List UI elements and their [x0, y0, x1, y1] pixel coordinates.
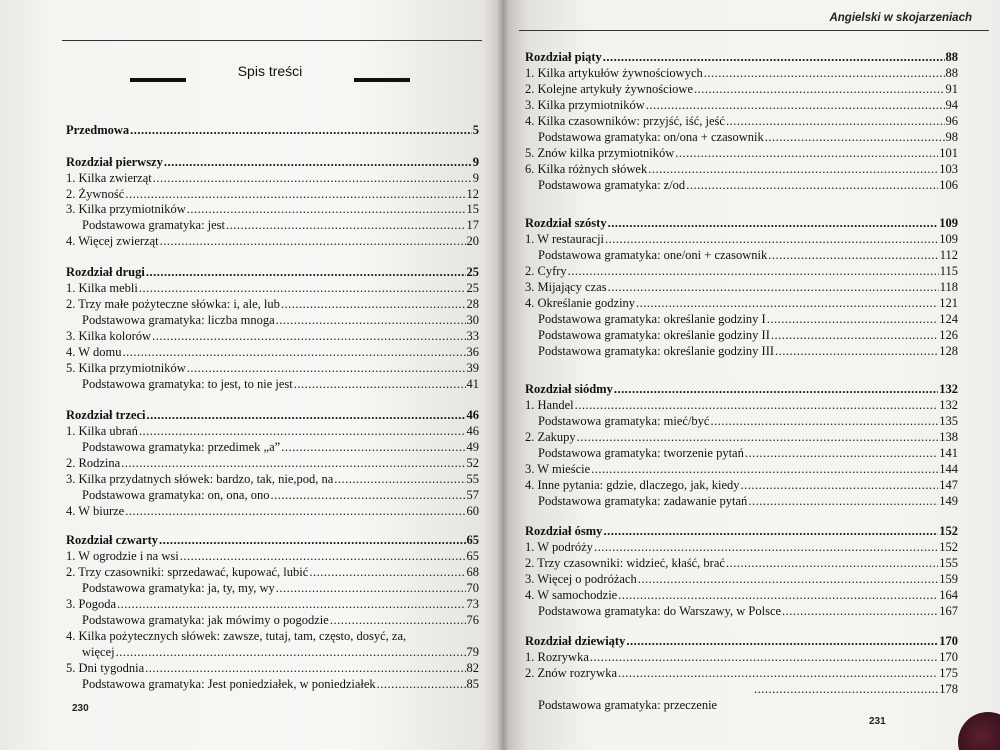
dot-leader [276, 312, 466, 328]
entry-title: Podstawowa gramatyka: to jest, to nie jest [82, 377, 293, 391]
dot-leader [608, 215, 939, 231]
right-toc-entry [525, 65, 958, 81]
left-toc-entry [66, 328, 479, 344]
dot-leader [577, 429, 939, 445]
entry-title: 5. Dni tygodnia [66, 661, 145, 675]
entry-page-number: 73 [466, 597, 479, 611]
right-toc-entry [525, 49, 958, 65]
right-toc-entry [753, 681, 958, 697]
left-toc-entry [66, 628, 479, 644]
fingernail [958, 712, 1000, 750]
dot-leader [377, 676, 466, 692]
entry-page-number: 170 [939, 650, 958, 664]
dot-leader [125, 186, 465, 202]
dot-leader [726, 113, 945, 129]
entry-page-number: 132 [939, 398, 958, 412]
right-toc-entry [525, 477, 958, 493]
right-page-number: 231 [869, 716, 886, 727]
entry-title: 2. Rodzina [66, 456, 121, 470]
entry-page-number: 91 [945, 82, 958, 96]
entry-title: Podstawowa gramatyka: z/od [538, 178, 686, 192]
entry-title: 2. Zakupy [525, 430, 576, 444]
right-toc-entry [525, 81, 958, 97]
right-toc-entry [525, 633, 958, 649]
entry-page-number: 101 [939, 146, 958, 160]
dot-leader [638, 571, 939, 587]
entry-page-number: 5 [472, 123, 479, 137]
dot-leader [180, 548, 466, 564]
entry-title: Rozdział pierwszy [66, 155, 163, 169]
entry-page-number: 155 [939, 556, 958, 570]
dot-leader [152, 328, 465, 344]
right-toc-entry [525, 231, 958, 247]
dot-leader [603, 49, 945, 65]
entry-title: Podstawowa gramatyka: określanie godziny II [538, 328, 770, 342]
entry-title: Podstawowa gramatyka: zadawanie pytań [538, 494, 748, 508]
left-toc-entry [66, 596, 479, 612]
entry-title: Podstawowa gramatyka: przeczenie [538, 698, 718, 712]
entry-page-number: 175 [939, 666, 958, 680]
entry-page-number: 68 [466, 565, 479, 579]
entry-title: 4. Kilka czasowników: przyjść, iść, jeść [525, 114, 725, 128]
left-page-number: 230 [72, 703, 89, 714]
dot-leader [121, 455, 465, 471]
entry-page-number: 15 [466, 202, 479, 216]
entry-title: 4. Określanie godziny [525, 296, 636, 310]
dot-leader [153, 170, 472, 186]
left-toc-entry [66, 660, 479, 676]
dot-leader [187, 360, 466, 376]
entry-title: 1. Rozrywka [525, 650, 589, 664]
entry-page-number: 41 [466, 377, 479, 391]
entry-page-number: 144 [939, 462, 958, 476]
entry-title: Rozdział dziewiąty [525, 634, 626, 648]
left-toc-entry [82, 312, 479, 328]
entry-title: Podstawowa gramatyka: tworzenie pytań [538, 446, 744, 460]
entry-title: 1. W ogrodzie i na wsi [66, 549, 179, 563]
entry-page-number: 39 [466, 361, 479, 375]
entry-page-number: 20 [466, 234, 479, 248]
entry-page-number: 79 [466, 645, 479, 659]
dot-leader [270, 487, 465, 503]
right-toc-entry [538, 603, 958, 619]
dot-leader [694, 81, 944, 97]
entry-page-number: 28 [466, 297, 479, 311]
right-toc-entry [538, 129, 958, 145]
dot-leader [626, 633, 938, 649]
entry-title: 4. W samochodzie [525, 588, 618, 602]
entry-page-number: 109 [939, 232, 958, 246]
entry-title: 3. Więcej o podróżach [525, 572, 637, 586]
right-toc-entry [538, 327, 958, 343]
right-toc-entry [538, 413, 958, 429]
dot-leader [646, 97, 945, 113]
right-toc-entry [538, 493, 958, 509]
left-toc-entry [66, 455, 479, 471]
left-toc-entry [82, 612, 479, 628]
entry-title: Rozdział czwarty [66, 533, 158, 547]
right-toc-entry [525, 429, 958, 445]
left-toc-entry [66, 532, 479, 548]
entry-title: 4. Inne pytania: gdzie, dlaczego, jak, kiedy [525, 478, 740, 492]
dot-leader [782, 603, 938, 619]
dot-leader [122, 344, 465, 360]
entry-page-number: 9 [472, 171, 479, 185]
entry-page-number: 46 [466, 424, 479, 438]
left-toc-entry [82, 580, 479, 596]
dot-leader [187, 201, 466, 217]
entry-page-number: 103 [939, 162, 958, 176]
entry-page-number: 164 [939, 588, 958, 602]
left-toc-entry [66, 264, 479, 280]
dot-leader [116, 644, 466, 660]
entry-page-number: 115 [939, 264, 958, 278]
entry-title: Podstawowa gramatyka: przedimek „a” [82, 440, 281, 454]
entry-title: 2. Żywność [66, 187, 125, 201]
entry-page-number: 152 [939, 524, 958, 538]
dot-leader [281, 439, 465, 455]
entry-page-number: 118 [939, 280, 958, 294]
right-toc-entry [525, 381, 958, 397]
right-page [503, 0, 1000, 750]
dot-leader [614, 381, 938, 397]
right-toc-entry [525, 295, 958, 311]
dot-leader [594, 539, 938, 555]
header-rule [62, 40, 482, 41]
dot-leader [768, 247, 938, 263]
dot-leader [704, 65, 945, 81]
right-toc-entry [525, 587, 958, 603]
right-toc-entry [525, 539, 958, 555]
right-toc-entry [525, 461, 958, 477]
entry-title: 4. W biurze [66, 504, 125, 518]
entry-page-number: 149 [939, 494, 958, 508]
right-toc-entry [525, 113, 958, 129]
entry-page-number: 88 [945, 50, 958, 64]
entry-title: 3. Kilka przymiotników [66, 202, 186, 216]
entry-page-number: 94 [945, 98, 958, 112]
entry-page-number: 25 [466, 265, 479, 279]
entry-page-number: 57 [466, 488, 479, 502]
entry-page-number: 52 [466, 456, 479, 470]
entry-page-number: 70 [466, 581, 479, 595]
right-toc-entry [525, 145, 958, 161]
entry-page-number: 178 [939, 682, 958, 696]
entry-page-number: 76 [466, 613, 479, 627]
entry-title: 1. Kilka artykułów żywnościowych [525, 66, 703, 80]
dot-leader [125, 503, 465, 519]
entry-page-number: 82 [466, 661, 479, 675]
entry-page-number: 170 [939, 634, 958, 648]
left-toc-entry [66, 471, 479, 487]
dot-leader [618, 665, 938, 681]
entry-title: Rozdział drugi [66, 265, 145, 279]
dot-leader [309, 564, 465, 580]
entry-page-number: 132 [939, 382, 958, 396]
dot-leader [636, 295, 938, 311]
right-toc-entry [525, 397, 958, 413]
entry-title: 4. Kilka pożytecznych słówek: zawsze, tutaj, tam, często, dosyć, za, [66, 629, 407, 643]
entry-title: Rozdział siódmy [525, 382, 613, 396]
entry-page-number: 98 [945, 130, 958, 144]
running-head: Angielski w skojarzeniach [829, 12, 972, 24]
dot-leader [675, 145, 938, 161]
entry-title: 1. W restauracji [525, 232, 605, 246]
entry-title: Podstawowa gramatyka: jak mówimy o pogodzie [82, 613, 329, 627]
right-toc-entry [538, 311, 958, 327]
entry-page-number: 121 [939, 296, 958, 310]
right-toc-entry [538, 697, 717, 713]
entry-title: 3. W mieście [525, 462, 591, 476]
entry-page-number: 33 [466, 329, 479, 343]
left-toc-entry [66, 280, 479, 296]
dot-leader [139, 423, 466, 439]
dot-leader [330, 612, 466, 628]
dot-leader [741, 477, 939, 493]
entry-page-number: 65 [466, 533, 479, 547]
toc-title: Spis treści [237, 63, 303, 79]
entry-page-number: 147 [939, 478, 958, 492]
left-toc-entry [66, 548, 479, 564]
dot-leader [648, 161, 938, 177]
right-toc-entry [525, 215, 958, 231]
right-toc-entry [525, 555, 958, 571]
entry-title: 1. Kilka zwierząt [66, 171, 152, 185]
left-toc-entry [82, 217, 479, 233]
entry-page-number: 9 [472, 155, 479, 169]
dot-leader [160, 233, 466, 249]
entry-page-number: 60 [466, 504, 479, 518]
dot-leader [276, 580, 466, 596]
entry-page-number: 135 [939, 414, 958, 428]
entry-page-number: 109 [939, 216, 958, 230]
entry-title: 2. Trzy czasowniki: widzieć, kłaść, brać [525, 556, 725, 570]
left-toc-entry [66, 344, 479, 360]
left-toc-entry [66, 122, 479, 138]
entry-page-number: 46 [466, 408, 479, 422]
left-toc-entry [66, 360, 479, 376]
dot-leader [591, 461, 938, 477]
entry-title: 2. Kolejne artykuły żywnościowe [525, 82, 694, 96]
left-toc-entry [66, 296, 479, 312]
dot-leader [568, 263, 939, 279]
entry-title: Podstawowa gramatyka: one/oni + czasownik [538, 248, 768, 262]
entry-title: 3. Kilka przymiotników [525, 98, 645, 112]
left-toc-entry [66, 154, 479, 170]
left-toc-entry [66, 407, 479, 423]
entry-title: 3. Kilka kolorów [66, 329, 152, 343]
entry-title: Podstawowa gramatyka: mieć/być [538, 414, 710, 428]
dot-leader [334, 471, 465, 487]
dot-leader [618, 587, 938, 603]
entry-page-number: 85 [466, 677, 479, 691]
entry-page-number: 106 [939, 178, 958, 192]
entry-title: 4. Więcej zwierząt [66, 234, 159, 248]
right-toc-entry [525, 97, 958, 113]
entry-title: Rozdział szósty [525, 216, 607, 230]
left-toc-entry [66, 201, 479, 217]
left-toc-entry [82, 376, 479, 392]
dot-leader [605, 231, 938, 247]
right-toc-entry [525, 279, 958, 295]
entry-title: 2. Trzy czasowniki: sprzedawać, kupować, lubić [66, 565, 309, 579]
dot-leader [146, 407, 465, 423]
dot-leader [608, 279, 939, 295]
entry-title: Podstawowa gramatyka: określanie godziny I [538, 312, 766, 326]
entry-page-number: 12 [466, 187, 479, 201]
left-toc-entry [82, 487, 479, 503]
entry-title: 2. Znów rozrywka [525, 666, 617, 680]
entry-page-number: 65 [466, 549, 479, 563]
dot-leader [130, 122, 472, 138]
entry-page-number: 88 [945, 66, 958, 80]
entry-page-number: 49 [466, 440, 479, 454]
entry-title: Podstawowa gramatyka: jest [82, 218, 226, 232]
toc-title-box [130, 58, 410, 90]
entry-title: 4. W domu [66, 345, 122, 359]
right-toc-entry [525, 161, 958, 177]
dot-leader [281, 296, 466, 312]
dot-leader [294, 376, 466, 392]
entry-title: 1. Kilka ubrań [66, 424, 138, 438]
entry-title: 2. Cyfry [525, 264, 567, 278]
dot-leader [226, 217, 465, 233]
dot-leader [775, 343, 938, 359]
right-toc-entry [525, 523, 958, 539]
left-toc-entry [66, 186, 479, 202]
entry-title: 2. Trzy małe pożyteczne słówka: i, ale, lub [66, 297, 280, 311]
entry-title: 5. Kilka przymiotników [66, 361, 186, 375]
entry-title: Podstawowa gramatyka: określanie godziny III [538, 344, 775, 358]
entry-page-number: 167 [939, 604, 958, 618]
entry-title: 1. W podróży [525, 540, 593, 554]
dot-leader [765, 129, 945, 145]
dot-leader [726, 555, 938, 571]
right-toc-entry [538, 177, 958, 193]
right-toc-entry [525, 649, 958, 665]
entry-title: więcej [82, 645, 115, 659]
right-toc-entry [538, 445, 958, 461]
book-gutter [497, 0, 509, 750]
entry-page-number: 96 [945, 114, 958, 128]
entry-page-number: 138 [939, 430, 958, 444]
entry-page-number: 141 [939, 446, 958, 460]
right-toc-entry [538, 343, 958, 359]
left-toc-entry [82, 676, 479, 692]
dot-leader [603, 523, 938, 539]
entry-title: Podstawowa gramatyka: do Warszawy, w Polsce [538, 604, 782, 618]
entry-title: 1. Kilka mebli [66, 281, 138, 295]
entry-page-number: 124 [939, 312, 958, 326]
dot-leader [767, 311, 939, 327]
dot-leader [145, 660, 465, 676]
dot-leader [117, 596, 466, 612]
dot-leader [159, 532, 466, 548]
right-toc-entry [525, 571, 958, 587]
entry-page-number: 30 [466, 313, 479, 327]
left-toc-entry [66, 423, 479, 439]
entry-title: Rozdział ósmy [525, 524, 603, 538]
left-toc-entry [66, 170, 479, 186]
entry-title: 6. Kilka różnych słówek [525, 162, 648, 176]
entry-title: Podstawowa gramatyka: liczba mnoga [82, 313, 275, 327]
left-toc-entry [66, 564, 479, 580]
entry-title: Rozdział piąty [525, 50, 602, 64]
dot-leader [686, 177, 938, 193]
dot-leader [754, 681, 938, 697]
left-toc-entry [66, 503, 479, 519]
entry-page-number: 152 [939, 540, 958, 554]
entry-title: Podstawowa gramatyka: on/ona + czasownik [538, 130, 764, 144]
dot-leader [146, 264, 466, 280]
entry-page-number: 36 [466, 345, 479, 359]
dot-leader [139, 280, 466, 296]
left-toc-entry [66, 233, 479, 249]
right-toc-entry [538, 247, 958, 263]
right-toc-entry [525, 665, 958, 681]
entry-title: Podstawowa gramatyka: ja, ty, my, wy [82, 581, 275, 595]
entry-title: 1. Handel [525, 398, 574, 412]
entry-page-number: 159 [939, 572, 958, 586]
dot-leader [710, 413, 938, 429]
entry-page-number: 25 [466, 281, 479, 295]
dot-leader [745, 445, 938, 461]
entry-page-number: 55 [466, 472, 479, 486]
dot-leader [771, 327, 938, 343]
dot-leader [575, 397, 939, 413]
dot-leader [164, 154, 472, 170]
entry-title: Przedmowa [66, 123, 130, 137]
right-toc-entry [525, 263, 958, 279]
left-toc-entry [82, 644, 479, 660]
entry-title: Podstawowa gramatyka: Jest poniedziałek, w poniedziałek [82, 677, 376, 691]
entry-title: 3. Kilka przydatnych słówek: bardzo, tak, nie,pod, na [66, 472, 334, 486]
entry-title: Podstawowa gramatyka: on, ona, ono [82, 488, 270, 502]
entry-title: 5. Znów kilka przymiotników [525, 146, 675, 160]
entry-title: Rozdział trzeci [66, 408, 146, 422]
dot-leader [590, 649, 938, 665]
entry-page-number: 17 [466, 218, 479, 232]
dot-leader [748, 493, 938, 509]
entry-page-number: 128 [939, 344, 958, 358]
left-toc-entry [82, 439, 479, 455]
entry-page-number: 126 [939, 328, 958, 342]
entry-title: 3. Mijający czas [525, 280, 607, 294]
header-rule [519, 30, 989, 31]
entry-page-number: 112 [939, 248, 958, 262]
entry-title: 3. Pogoda [66, 597, 116, 611]
